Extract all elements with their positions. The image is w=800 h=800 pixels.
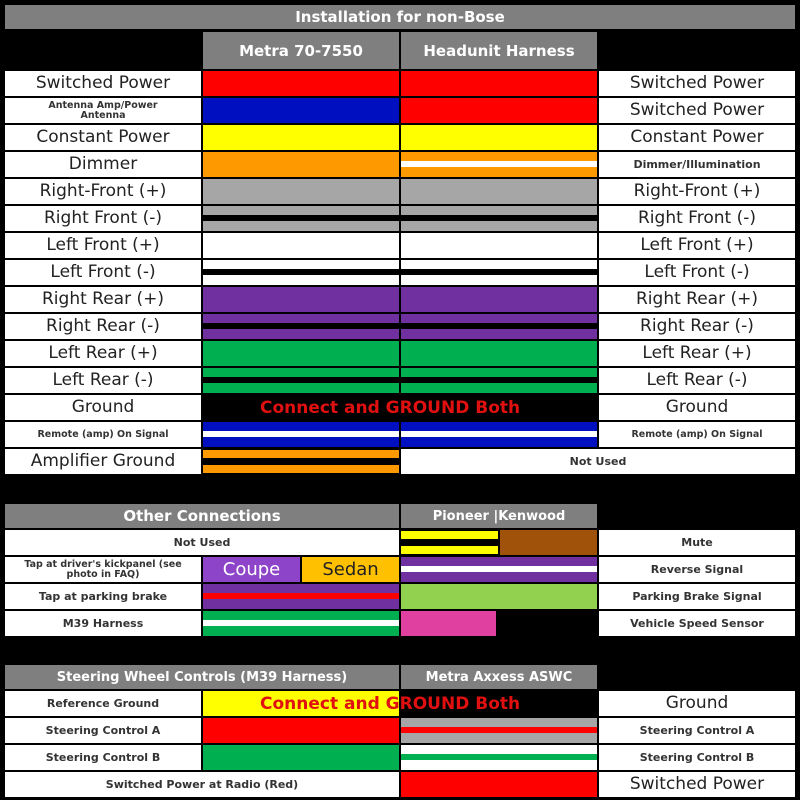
right-label: Parking Brake Signal [599, 584, 795, 609]
metra-wire-green [203, 341, 399, 366]
right-label: Ground [599, 691, 795, 716]
not-used-label: Not Used [5, 530, 399, 555]
left-label: M39 Harness [5, 611, 201, 636]
sedan-swatch: Sedan [302, 557, 399, 582]
left-label: Left Rear (+) [5, 341, 201, 366]
metra-wire-yellow [203, 125, 399, 150]
metra-wire-white-black [203, 260, 399, 285]
headunit-wire-white [401, 233, 597, 258]
headunit-wire-green [401, 341, 597, 366]
page-title: Installation for non-Bose [5, 5, 795, 29]
aswc-wire-white-green [401, 745, 597, 770]
right-label: Right Front (-) [599, 206, 795, 231]
metra-wire-purple [203, 287, 399, 312]
metra-column-header: Metra 70-7550 [203, 32, 399, 69]
left-label: Ground [5, 395, 201, 420]
headunit-wire-purple-black [401, 314, 597, 339]
left-label: Remote (amp) On Signal [5, 422, 201, 447]
pk-wire-light-green [401, 584, 597, 609]
right-label: Constant Power [599, 125, 795, 150]
pk-wire-purple-white [401, 557, 597, 582]
right-label: Ground [599, 395, 795, 420]
right-label: Vehicle Speed Sensor [599, 611, 795, 636]
metra-wire-green-black [203, 368, 399, 393]
aswc-wire-gray-red [401, 718, 597, 743]
swc-header: Steering Wheel Controls (M39 Harness) [5, 665, 399, 689]
right-label: Left Rear (-) [599, 368, 795, 393]
left-label: Right Front (-) [5, 206, 201, 231]
metra-wire-white [203, 233, 399, 258]
right-label: Right Rear (+) [599, 287, 795, 312]
metra-wire-purple-black [203, 314, 399, 339]
left-label: Dimmer [5, 152, 201, 177]
connect-ground-note: Connect and GROUND Both [260, 397, 521, 418]
left-label: Antenna Amp/Power Antenna [5, 98, 201, 123]
left-label: Left Front (+) [5, 233, 201, 258]
left-label: Right Rear (+) [5, 287, 201, 312]
headunit-wire-gray [401, 179, 597, 204]
left-label: Switched Power at Radio (Red) [5, 772, 399, 797]
right-label: Steering Control B [599, 745, 795, 770]
right-label: Reverse Signal [599, 557, 795, 582]
left-label: Constant Power [5, 125, 201, 150]
left-label: Amplifier Ground [5, 449, 201, 474]
headunit-wire-yellow [401, 125, 597, 150]
left-label: Reference Ground [5, 691, 201, 716]
metra-wire-green [203, 745, 399, 770]
pk-wire-yellow-black [401, 530, 498, 555]
left-label: Switched Power [5, 71, 201, 96]
metra-wire-purple-red [203, 584, 399, 609]
headunit-wire-gray-black [401, 206, 597, 231]
not-used-label: Not Used [401, 449, 795, 474]
headunit-wire-blue-white [401, 422, 597, 447]
right-label: Switched Power [599, 71, 795, 96]
metra-wire-blue-white [203, 422, 399, 447]
pk-wire-brown [500, 530, 597, 555]
right-label: Remote (amp) On Signal [599, 422, 795, 447]
right-label: Switched Power [599, 98, 795, 123]
headunit-wire-white-black [401, 260, 597, 285]
right-label: Switched Power [599, 772, 795, 797]
headunit-wire-red [401, 98, 597, 123]
metra-wire-orange [203, 152, 399, 177]
headunit-wire-orange-white [401, 152, 597, 177]
right-label: Mute [599, 530, 795, 555]
pk-wire-pink [401, 611, 496, 636]
pioneer-kenwood-header: Pioneer |Kenwood [401, 504, 597, 528]
coupe-swatch: Coupe [203, 557, 300, 582]
left-label: Left Rear (-) [5, 368, 201, 393]
connect-ground-note: Connect and GROUND Both [260, 693, 521, 714]
metra-wire-red [203, 718, 399, 743]
right-label: Left Front (-) [599, 260, 795, 285]
headunit-wire-purple [401, 287, 597, 312]
aswc-header: Metra Axxess ASWC [401, 665, 597, 689]
right-label: Right-Front (+) [599, 179, 795, 204]
right-label: Right Rear (-) [599, 314, 795, 339]
right-label: Steering Control A [599, 718, 795, 743]
left-label: Right-Front (+) [5, 179, 201, 204]
left-label: Tap at parking brake [5, 584, 201, 609]
headunit-wire-green-black [401, 368, 597, 393]
aswc-wire-red [401, 772, 597, 797]
metra-wire-gray [203, 179, 399, 204]
left-label: Steering Control A [5, 718, 201, 743]
metra-wire-gray-black [203, 206, 399, 231]
metra-wire-green-white [203, 611, 399, 636]
left-label: Left Front (-) [5, 260, 201, 285]
left-label: Tap at driver's kickpanel (see photo in FAQ) [5, 557, 201, 582]
headunit-wire-red [401, 71, 597, 96]
metra-wire-blue [203, 98, 399, 123]
headunit-column-header: Headunit Harness [401, 32, 597, 69]
metra-wire-orange-black [203, 449, 399, 474]
right-label: Left Front (+) [599, 233, 795, 258]
left-label: Right Rear (-) [5, 314, 201, 339]
metra-wire-red [203, 71, 399, 96]
left-label: Steering Control B [5, 745, 201, 770]
right-label: Dimmer/Illumination [599, 152, 795, 177]
right-label: Left Rear (+) [599, 341, 795, 366]
other-connections-header: Other Connections [5, 504, 399, 528]
